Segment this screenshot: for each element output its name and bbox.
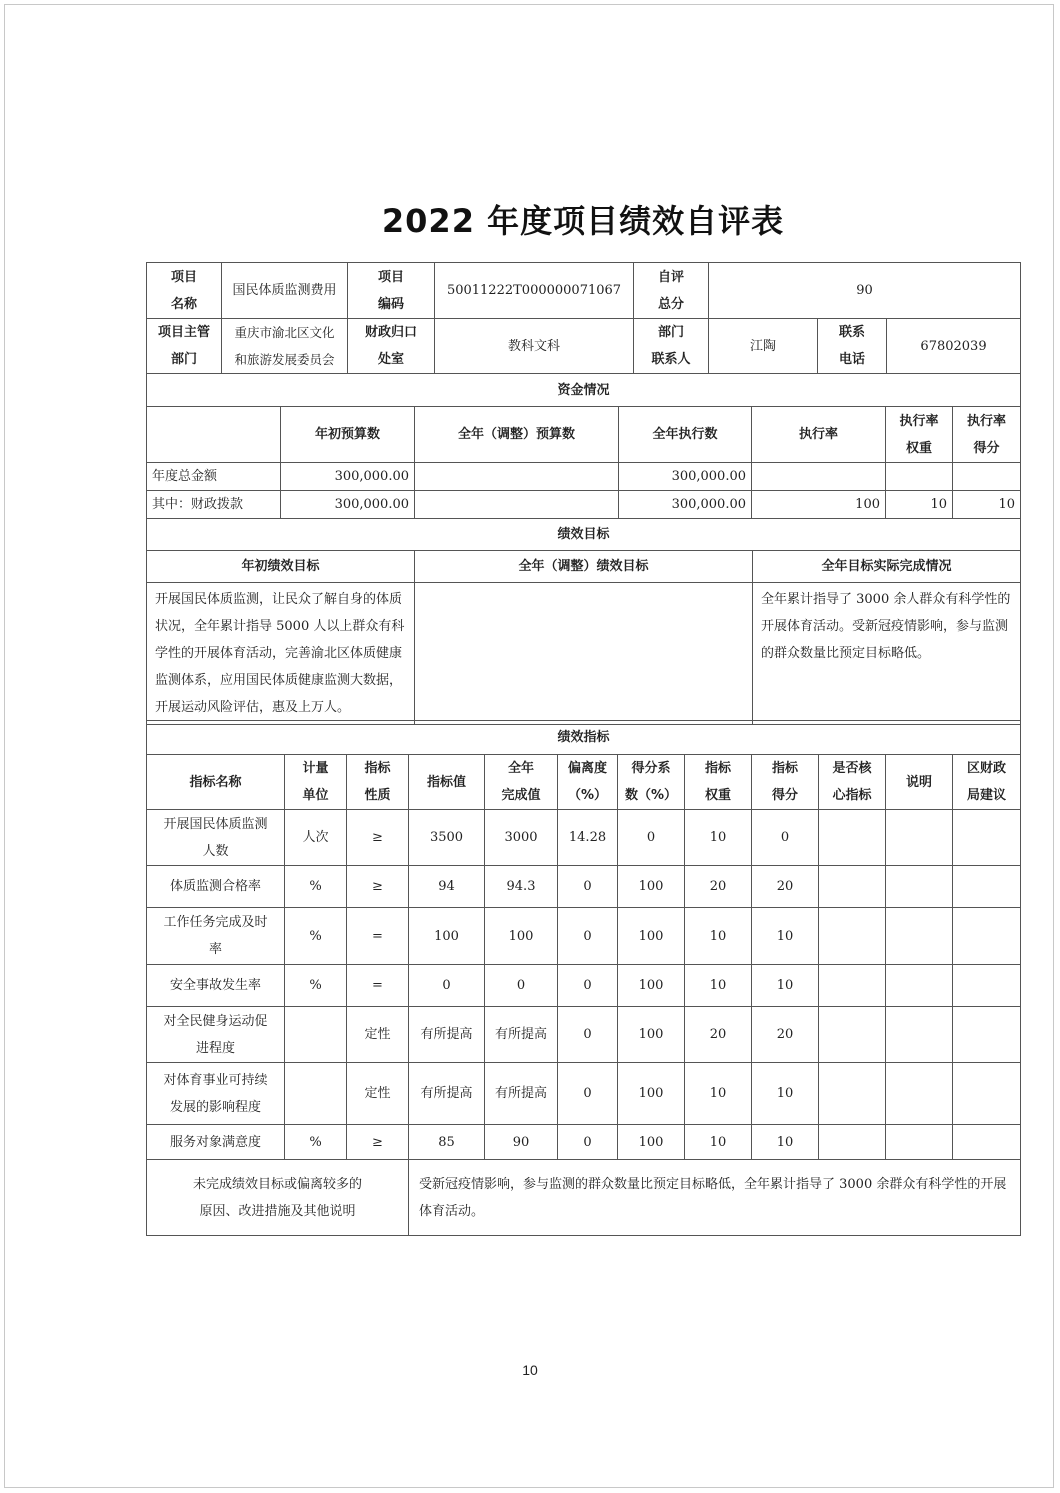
goals-header-adjusted: 全年（调整）绩效目标 <box>415 551 753 583</box>
indicator-weight: 10 <box>685 965 752 1007</box>
office: 教科文科 <box>435 319 634 374</box>
project-info-table <box>146 262 1021 374</box>
funds-row-adjusted <box>415 463 619 491</box>
indicator-score: 10 <box>752 1063 819 1125</box>
ind-header-nature: 指标 性质 <box>347 755 409 810</box>
indicator-target: 有所提高 <box>409 1007 485 1063</box>
indicator-target: 有所提高 <box>409 1063 485 1125</box>
indicator-score: 10 <box>752 908 819 965</box>
indicator-core <box>819 810 886 866</box>
indicator-unit: % <box>285 908 347 965</box>
goals-header-initial: 年初绩效目标 <box>147 551 415 583</box>
indicator-name: 对体育事业可持续 发展的影响程度 <box>147 1063 285 1125</box>
indicator-dev: 0 <box>558 1007 618 1063</box>
funds-row-rate <box>752 463 886 491</box>
indicator-row <box>147 1063 1021 1125</box>
funds-header-initial: 年初预算数 <box>281 407 415 463</box>
ind-header-target: 指标值 <box>409 755 485 810</box>
ind-header-core: 是否核 心指标 <box>819 755 886 810</box>
indicator-note <box>886 866 953 908</box>
funds-row-executed: 300,000.00 <box>619 463 752 491</box>
funds-header-rate: 执行率 <box>752 407 886 463</box>
indicators-section-title: 绩效指标 <box>147 721 1021 755</box>
indicator-score: 10 <box>752 1125 819 1160</box>
indicator-coef: 100 <box>618 908 685 965</box>
funds-row-weight: 10 <box>886 491 953 519</box>
indicator-weight: 20 <box>685 866 752 908</box>
footnote-label: 未完成绩效目标或偏离较多的 原因、改进措施及其他说明 <box>147 1160 409 1236</box>
funds-header-weight: 执行率 权重 <box>886 407 953 463</box>
indicator-nature: = <box>347 908 409 965</box>
indicator-note <box>886 1125 953 1160</box>
indicator-nature: ≥ <box>347 810 409 866</box>
funds-row-weight <box>886 463 953 491</box>
self-score-label: 自评 总分 <box>634 263 709 319</box>
ind-header-coef: 得分系 数（%） <box>618 755 685 810</box>
goals-section-title: 绩效目标 <box>147 519 1021 551</box>
goals-adjusted-text <box>415 583 753 725</box>
funds-header-adjusted: 全年（调整）预算数 <box>415 407 619 463</box>
indicator-nature: ≥ <box>347 866 409 908</box>
ind-header-name: 指标名称 <box>147 755 285 810</box>
indicator-unit: % <box>285 965 347 1007</box>
indicator-coef: 100 <box>618 965 685 1007</box>
goals-header-actual: 全年目标实际完成情况 <box>753 551 1021 583</box>
indicator-row <box>147 810 1021 866</box>
goals-table <box>146 518 1021 725</box>
indicator-weight: 10 <box>685 1125 752 1160</box>
funds-header-score: 执行率 得分 <box>953 407 1021 463</box>
indicator-note <box>886 1063 953 1125</box>
indicator-actual: 有所提高 <box>485 1063 558 1125</box>
indicator-coef: 100 <box>618 866 685 908</box>
indicator-advice <box>953 1125 1021 1160</box>
indicator-coef: 100 <box>618 1007 685 1063</box>
indicator-note <box>886 810 953 866</box>
ind-header-advice: 区财政 局建议 <box>953 755 1021 810</box>
department: 重庆市渝北区文化 和旅游发展委员会 <box>222 319 348 374</box>
indicator-actual: 0 <box>485 965 558 1007</box>
project-name: 国民体质监测费用 <box>222 263 348 319</box>
funds-row-initial: 300,000.00 <box>281 491 415 519</box>
indicator-unit: % <box>285 1125 347 1160</box>
indicator-weight: 10 <box>685 1063 752 1125</box>
indicator-row <box>147 1125 1021 1160</box>
indicator-actual: 90 <box>485 1125 558 1160</box>
goals-initial-text: 开展国民体质监测，让民众了解自身的体质状况，全年累计指导 5000 人以上群众有科学性的开展体育活动，完善渝北区体质健康监测体系，应用国民体质健康监测大数据，开展运动风险评估，惠及上万人。 <box>147 583 415 725</box>
goals-actual-text: 全年累计指导了 3000 余人群众有科学性的开展体育活动。受新冠疫情影响，参与监测的群众数量比预定目标略低。 <box>753 583 1021 725</box>
indicator-actual: 100 <box>485 908 558 965</box>
indicator-score: 20 <box>752 866 819 908</box>
indicator-advice <box>953 908 1021 965</box>
indicator-weight: 20 <box>685 1007 752 1063</box>
indicator-target: 0 <box>409 965 485 1007</box>
indicator-target: 85 <box>409 1125 485 1160</box>
indicator-target: 100 <box>409 908 485 965</box>
indicator-unit: % <box>285 866 347 908</box>
indicator-target: 94 <box>409 866 485 908</box>
indicator-row <box>147 908 1021 965</box>
ind-header-weight: 指标 权重 <box>685 755 752 810</box>
indicator-dev: 0 <box>558 866 618 908</box>
funds-row-initial: 300,000.00 <box>281 463 415 491</box>
indicator-actual: 有所提高 <box>485 1007 558 1063</box>
page-title: 2022 年度项目绩效自评表 <box>381 202 785 240</box>
ind-header-unit: 计量 单位 <box>285 755 347 810</box>
indicator-dev: 0 <box>558 965 618 1007</box>
indicator-name: 对全民健身运动促 进程度 <box>147 1007 285 1063</box>
indicator-unit <box>285 1063 347 1125</box>
indicator-target: 3500 <box>409 810 485 866</box>
indicator-dev: 0 <box>558 1063 618 1125</box>
indicator-nature: 定性 <box>347 1063 409 1125</box>
funds-row-adjusted <box>415 491 619 519</box>
indicator-advice <box>953 1007 1021 1063</box>
contact: 江陶 <box>709 319 818 374</box>
indicator-note <box>886 965 953 1007</box>
indicator-unit: 人次 <box>285 810 347 866</box>
office-label: 财政归口 处室 <box>348 319 435 374</box>
indicator-score: 0 <box>752 810 819 866</box>
indicator-unit <box>285 1007 347 1063</box>
indicator-core <box>819 1063 886 1125</box>
indicator-actual: 3000 <box>485 810 558 866</box>
indicator-name: 安全事故发生率 <box>147 965 285 1007</box>
indicator-coef: 0 <box>618 810 685 866</box>
indicator-advice <box>953 1063 1021 1125</box>
funds-section-title: 资金情况 <box>147 374 1021 407</box>
indicator-score: 10 <box>752 965 819 1007</box>
project-name-label: 项目 名称 <box>147 263 222 319</box>
indicator-coef: 100 <box>618 1125 685 1160</box>
indicator-weight: 10 <box>685 810 752 866</box>
funds-header-executed: 全年执行数 <box>619 407 752 463</box>
self-score: 90 <box>709 263 1021 319</box>
funds-row-label: 其中：财政拨款 <box>147 491 281 519</box>
indicator-dev: 0 <box>558 1125 618 1160</box>
indicator-score: 20 <box>752 1007 819 1063</box>
indicator-coef: 100 <box>618 1063 685 1125</box>
indicator-core <box>819 908 886 965</box>
ind-header-note: 说明 <box>886 755 953 810</box>
indicator-dev: 0 <box>558 908 618 965</box>
indicator-advice <box>953 866 1021 908</box>
indicator-name: 工作任务完成及时 率 <box>147 908 285 965</box>
indicator-nature: = <box>347 965 409 1007</box>
funds-row-label: 年度总金额 <box>147 463 281 491</box>
ind-header-actual: 全年 完成值 <box>485 755 558 810</box>
indicator-note <box>886 908 953 965</box>
phone-label: 联系 电话 <box>818 319 887 374</box>
project-code: 50011222T000000071067 <box>435 263 634 319</box>
phone: 67802039 <box>887 319 1021 374</box>
funds-row-rate: 100 <box>752 491 886 519</box>
indicator-core <box>819 965 886 1007</box>
indicator-advice <box>953 965 1021 1007</box>
footnote-text: 受新冠疫情影响，参与监测的群众数量比预定目标略低，全年累计指导了 3000 余群众有科学性的开展体育活动。 <box>409 1160 1021 1236</box>
indicators-table <box>146 720 1021 1236</box>
indicator-weight: 10 <box>685 908 752 965</box>
indicators-body <box>147 810 1021 1160</box>
indicator-name: 服务对象满意度 <box>147 1125 285 1160</box>
indicator-core <box>819 866 886 908</box>
funds-row-score <box>953 463 1021 491</box>
funds-row-score: 10 <box>953 491 1021 519</box>
indicator-nature: 定性 <box>347 1007 409 1063</box>
contact-label: 部门 联系人 <box>634 319 709 374</box>
indicator-core <box>819 1125 886 1160</box>
funds-header-blank <box>147 407 281 463</box>
page-number: 10 <box>522 1362 538 1378</box>
ind-header-score: 指标 得分 <box>752 755 819 810</box>
indicator-name: 体质监测合格率 <box>147 866 285 908</box>
indicator-actual: 94.3 <box>485 866 558 908</box>
indicator-name: 开展国民体质监测 人数 <box>147 810 285 866</box>
indicator-core <box>819 1007 886 1063</box>
ind-header-deviation: 偏离度 （%） <box>558 755 618 810</box>
indicator-nature: ≥ <box>347 1125 409 1160</box>
project-code-label: 项目 编码 <box>348 263 435 319</box>
funds-table <box>146 373 1021 519</box>
department-label: 项目主管 部门 <box>147 319 222 374</box>
indicator-advice <box>953 810 1021 866</box>
indicator-dev: 14.28 <box>558 810 618 866</box>
funds-row-executed: 300,000.00 <box>619 491 752 519</box>
indicator-row <box>147 866 1021 908</box>
indicator-row <box>147 965 1021 1007</box>
indicator-note <box>886 1007 953 1063</box>
indicator-row <box>147 1007 1021 1063</box>
